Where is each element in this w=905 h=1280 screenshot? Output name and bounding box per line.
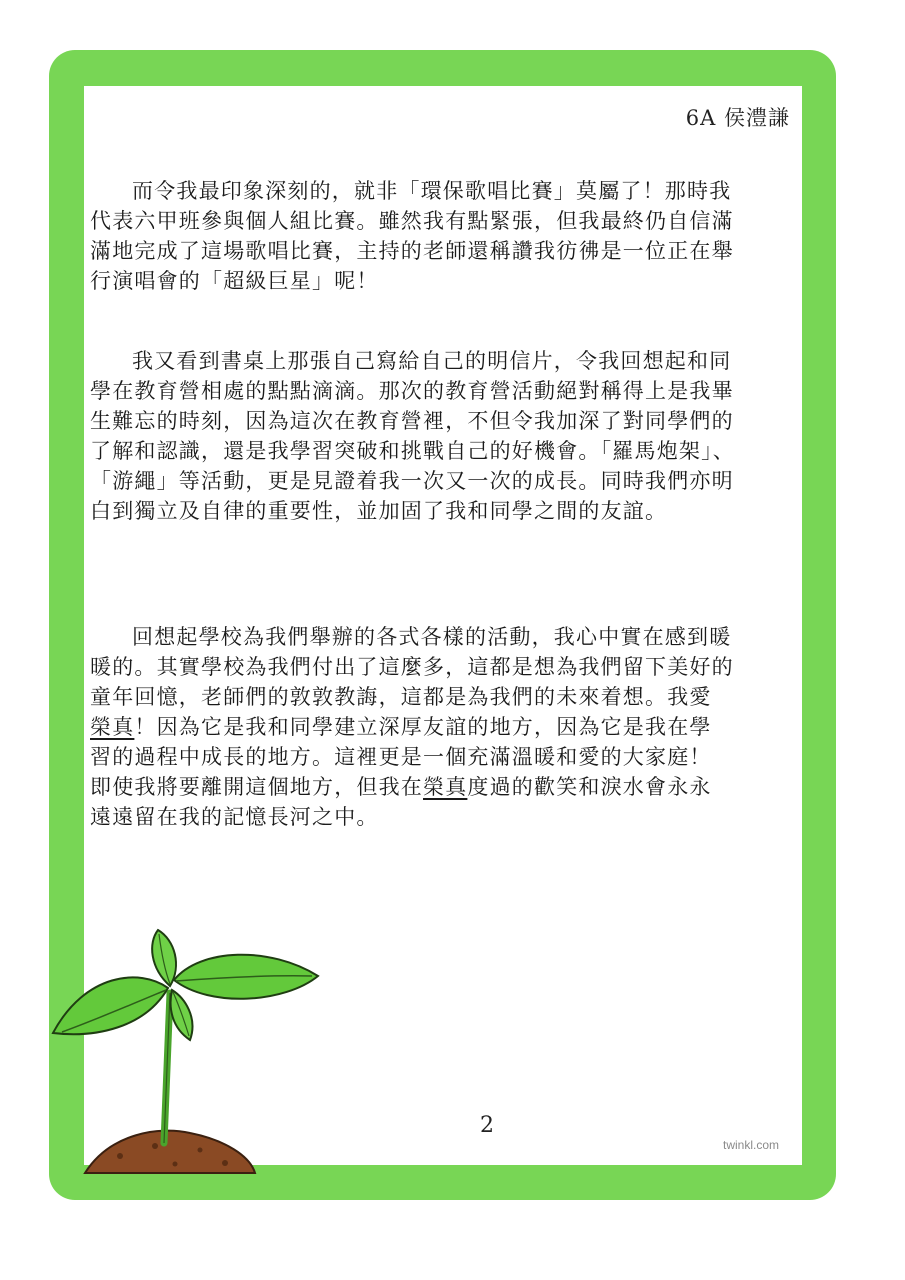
text-line: 童年回憶，老師們的敦敦教誨，這都是為我們的未來着想。我愛: [90, 685, 712, 709]
page-number: 2: [480, 1113, 494, 1138]
text-line: 遠遠留在我的記憶長河之中。: [90, 805, 379, 829]
text-line: 暖的。其實學校為我們付出了這麼多，這都是想為我們留下美好的: [90, 655, 734, 679]
leaf-left: [53, 977, 168, 1034]
text-line: 了解和認識，還是我學習突破和挑戰自己的好機會。「羅馬炮架」、: [90, 439, 735, 463]
text-line: 白到獨立及自律的重要性，並加固了我和同學之間的友誼。: [90, 499, 668, 523]
text-segment: 度過的歡笑和淚水會永永: [467, 775, 712, 799]
text-line: 習的過程中成長的地方。這裡更是一個充滿溫暖和愛的大家庭！: [90, 745, 712, 769]
text-segment: 即使我將要離開這個地方，但我在: [90, 775, 423, 799]
text-line: 代表六甲班參與個人組比賽。雖然我有點緊張，但我最終仍自信滿: [90, 209, 734, 233]
seedling-illustration: [50, 928, 325, 1178]
school-name-underlined: 榮真: [90, 715, 135, 739]
school-name-underlined: 榮真: [423, 775, 468, 799]
text-line: 而令我最印象深刻的，就非「環保歌唱比賽」莫屬了！那時我: [132, 179, 732, 203]
text-line: 生難忘的時刻，因為這次在教育營裡，不但令我加深了對同學們的: [90, 409, 734, 433]
text-line: 我又看到書桌上那張自己寫給自己的明信片，令我回想起和同: [132, 349, 732, 373]
leaf-top: [152, 930, 176, 986]
brand-watermark: twinkl.com: [723, 1138, 780, 1152]
text-line: [90, 772, 800, 802]
text-line: 「游繩」等活動，更是見證着我一次又一次的成長。同時我們亦明: [90, 469, 734, 493]
text-line: 行演唱會的「超級巨星」呢！: [90, 269, 379, 293]
text-line: 學在教育營相處的點點滴滴。那次的教育營活動絕對稱得上是我畢: [90, 379, 734, 403]
text-line: 滿地完成了這場歌唱比賽，主持的老師還稱讚我彷彿是一位正在舉: [90, 239, 734, 263]
text-segment: ！因為它是我和同學建立深厚友誼的地方，因為它是我在學: [134, 715, 712, 739]
soil-mound: [85, 1131, 255, 1173]
paragraph-education-camp: [90, 346, 800, 526]
paragraph-school-memories: [90, 622, 800, 832]
text-line: [90, 712, 800, 742]
text-line: 回想起學校為我們舉辦的各式各樣的活動，我心中實在感到暖: [132, 625, 732, 649]
paragraph-singing-contest: [90, 176, 800, 296]
author-label: 6A 侯澧謙: [685, 106, 790, 130]
